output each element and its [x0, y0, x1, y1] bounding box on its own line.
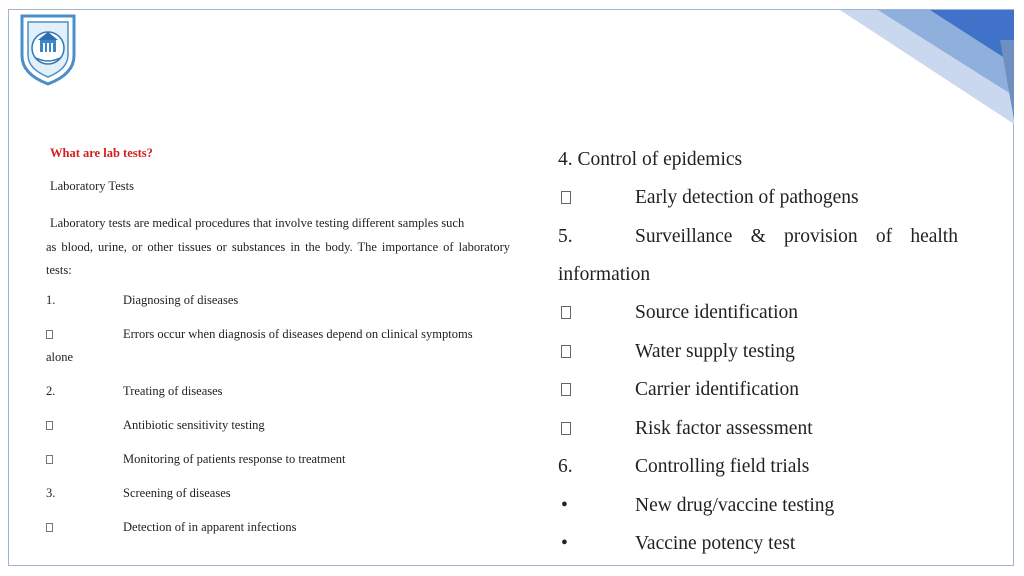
list-text: Errors occur when diagnosis of diseases depend on clinical symptoms — [123, 327, 473, 341]
intro-paragraph-line1: Laboratory tests are medical procedures that involve testing different samples such — [50, 216, 465, 230]
missing-glyph-bullet-icon — [558, 379, 571, 401]
missing-glyph-bullet-icon — [558, 187, 571, 209]
epidemics-heading-line: 4. Control of epidemics — [558, 149, 743, 170]
list-text-continuation: alone — [46, 350, 74, 364]
list-text: Antibiotic sensitivity testing — [123, 418, 265, 432]
list-text: Diagnosing of diseases — [123, 293, 239, 307]
list-text: Source identification — [635, 302, 798, 323]
lab-tests-subtitle: Laboratory Tests — [50, 179, 134, 193]
list-text: Water supply testing — [635, 341, 795, 362]
list-number: 1. — [46, 293, 56, 307]
slide-frame — [8, 9, 1014, 566]
intro-paragraph-rest: as blood, urine, or other tissues or substances in the body. The importance of laboratory tests: — [46, 239, 510, 277]
list-text: Controlling field trials — [635, 456, 810, 477]
list-text: Detection of in apparent infections — [123, 520, 297, 534]
list-text-continuation: information — [558, 264, 651, 285]
lab-tests-heading: What are lab tests? — [50, 146, 153, 160]
list-text: Early detection of pathogens — [635, 187, 859, 208]
list-number: 5. — [558, 226, 573, 247]
list-text: Vaccine potency test — [635, 533, 796, 554]
missing-glyph-bullet-icon — [46, 451, 53, 468]
list-text: Treating of diseases — [123, 384, 223, 398]
missing-glyph-bullet-icon — [558, 418, 571, 440]
list-number: 6. — [558, 456, 573, 477]
word: & — [750, 226, 766, 247]
list-text: Risk factor assessment — [635, 418, 813, 439]
word: health — [910, 226, 958, 247]
word: provision — [784, 226, 858, 247]
missing-glyph-bullet-icon — [46, 417, 53, 434]
list-text: Screening of diseases — [123, 486, 231, 500]
missing-glyph-bullet-icon — [558, 302, 571, 324]
missing-glyph-bullet-icon — [558, 341, 571, 363]
list-number: 2. — [46, 384, 56, 398]
list-text: Carrier identification — [635, 379, 800, 400]
bullet-icon: • — [561, 495, 568, 516]
word: Surveillance — [635, 226, 733, 247]
missing-glyph-bullet-icon — [46, 519, 53, 536]
list-text: Monitoring of patients response to treatment — [123, 452, 346, 466]
list-text — [635, 226, 958, 248]
bullet-icon: • — [561, 533, 568, 554]
word: of — [875, 226, 893, 247]
intro-paragraph — [46, 212, 510, 283]
list-text: New drug/vaccine testing — [635, 495, 835, 516]
list-number: 3. — [46, 486, 56, 500]
missing-glyph-bullet-icon — [46, 326, 53, 343]
university-seal-logo — [16, 12, 80, 86]
